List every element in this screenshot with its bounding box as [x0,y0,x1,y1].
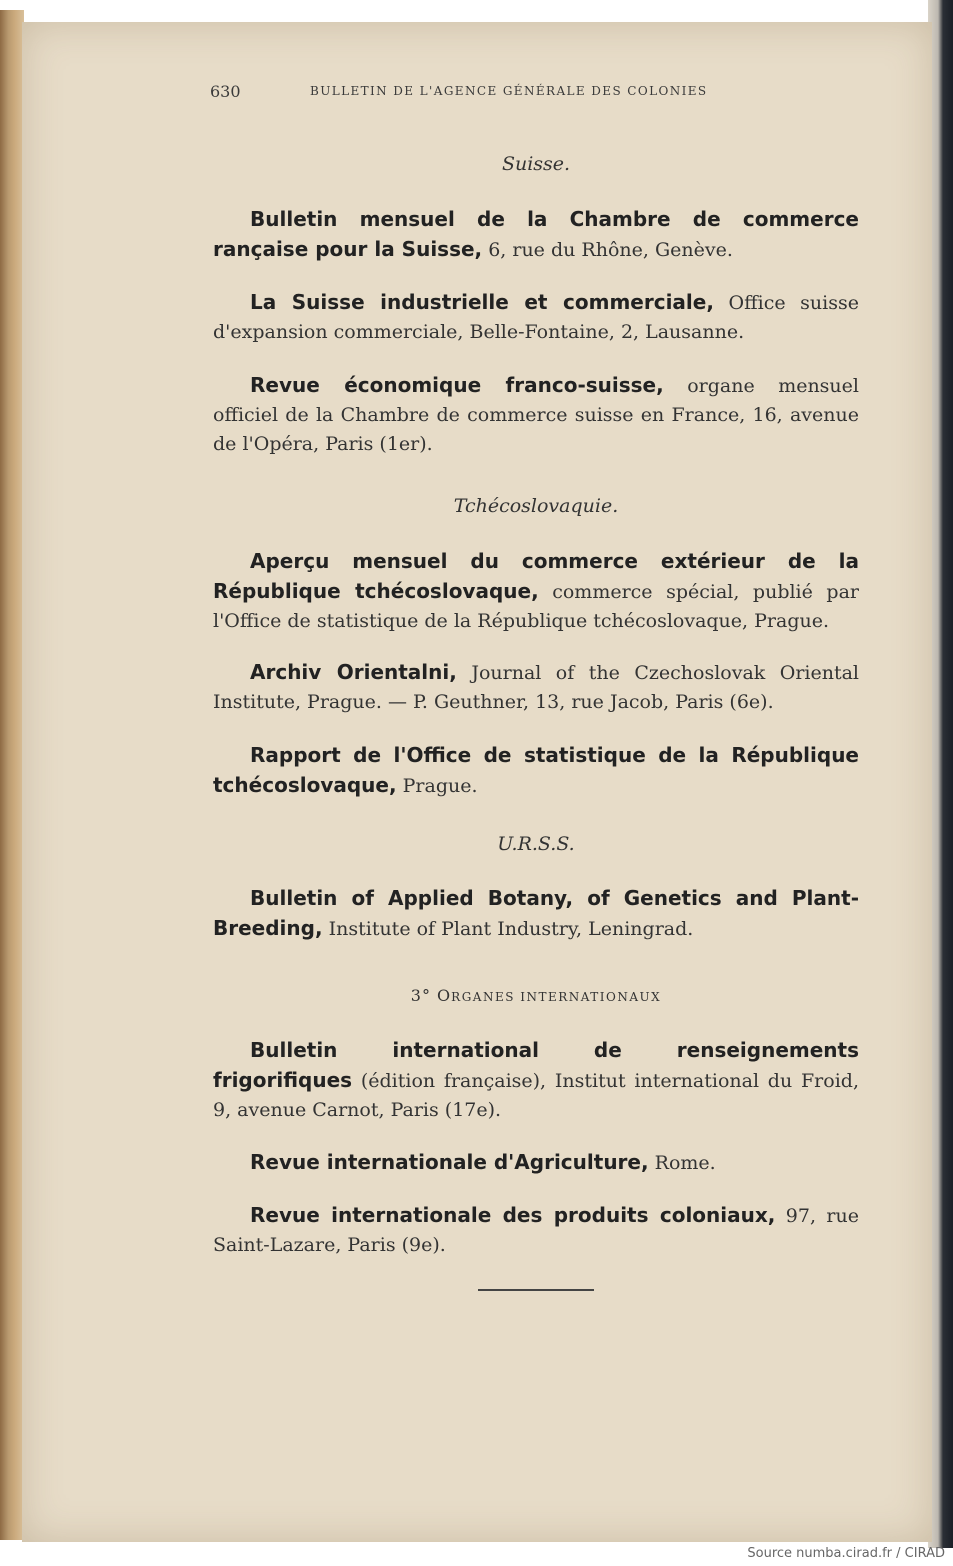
entry-title: Revue économique franco-suisse, [250,373,664,397]
entry [213,1201,859,1260]
entry [213,547,859,636]
entry-detail: 6, rue du Rhône, Genève. [488,239,733,261]
entry-detail: Prague. [402,775,478,797]
entry-title: Revue internationale d'Agriculture, [250,1150,649,1174]
entry [213,884,859,944]
entry [213,658,859,717]
section-heading-organes-internationaux [213,986,859,1005]
entry-title: Aperçu mensuel du commerce extérieur de la République tchécoslovaque, [213,549,859,603]
section-smallcaps: RGANES INTERNATIONAUX [451,990,662,1004]
section-heading-suisse: Suisse. [501,153,571,175]
entry-detail: Journal of the Czechoslovak Oriental Institute, Prague. — P. Geuthner, 13, rue Jacob, Paris (6e). [213,662,860,713]
entry [213,741,859,801]
section-heading-tchecoslovaquie: Tchécoslovaquie. [453,495,619,517]
source-credit: Source numba.cirad.fr / CIRAD [747,1546,945,1561]
entry-detail: commerce spécial, publié par l'Office de statistique de la République tchécoslovaque, Prague. [213,581,859,632]
entry [213,1148,859,1178]
entry [213,1036,859,1125]
entry-detail: 97, rue Saint-Lazare, Paris (9e). [213,1205,859,1256]
entry-title: Revue internationale des produits coloniaux, [250,1203,776,1227]
entry [213,288,859,347]
entry-detail: Office suisse d'expansion commerciale, Belle-Fontaine, 2, Lausanne. [213,292,859,343]
entry-detail: Rome. [654,1152,716,1174]
entry-detail: organe mensuel officiel de la Chambre de commerce suisse en France, 16, avenue de l'Opéra, Paris (1er). [213,375,859,455]
entry-title: Bulletin of Applied Botany, of Genetics and Plant-Breeding, [213,886,859,940]
book-page-edges-left [0,10,24,1540]
running-header [0,82,953,102]
section-initial: O [437,986,452,1005]
entry-title: Rapport de l'Office de statistique de la République tchécoslovaque, [213,743,859,797]
entry-title: Archiv Orientalni, [250,660,457,684]
section-number: 3° [410,986,431,1005]
entry-detail: Institute of Plant Industry, Leningrad. [328,918,694,940]
end-rule [478,1289,594,1291]
entry-detail: (édition française), Institut international du Froid, 9, avenue Carnot, Paris (17e). [213,1070,859,1121]
entry-title: La Suisse industrielle et commerciale, [250,290,714,314]
entry-title: Bulletin international de renseignements frigorifiques [213,1038,859,1092]
entry [213,371,859,459]
page-number: 630 [210,82,241,101]
entry-title: Bulletin mensuel de la Chambre de commerce rançaise pour la Suisse, [213,207,859,261]
entry [213,205,859,265]
section-heading-urss: U.R.S.S. [497,833,575,855]
running-title: BULLETIN DE L'AGENCE GÉNÉRALE DES COLONIES [310,84,708,98]
